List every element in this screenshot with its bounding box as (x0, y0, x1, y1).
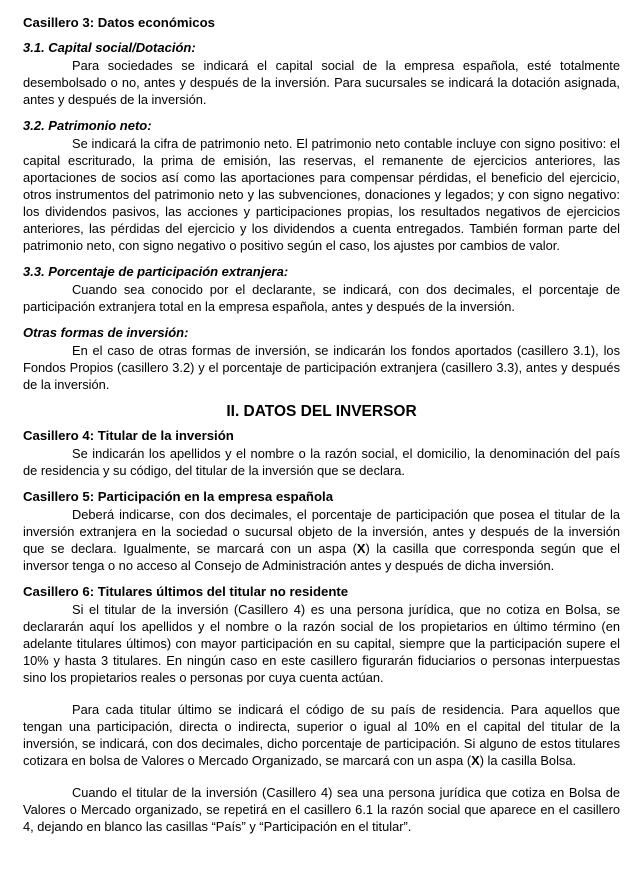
casillero-6-p2-part1: Para cada titular último se indicará el código de su país de residencia. Para aquellos que tengan una participación, directa o indirecta, superior o igual al 10% en el capital del titular de la inversión, se indicará, con dos decimales, dicho porcentaje de participación. Si alguno de estos titulares cotizara en bolsa de Valores o Mercado Organizado, se marcará con un aspa ( (23, 702, 620, 768)
capital-social-title: 3.1. Capital social/Dotación: (23, 40, 196, 55)
casillero-6-paragraph-2 (23, 701, 620, 769)
casillero-6-paragraph-3: Cuando el titular de la inversión (Casillero 4) sea una persona jurídica que cotiza en Bolsa de Valores o Mercado organizado, se repetirá en el casillero 6.1 la razón social que aparece en el casillero 4, dejando en blanco las casillas “País” y “Participación en el titular”. (23, 785, 620, 834)
patrimonio-neto-text: Se indicará la cifra de patrimonio neto. El patrimonio neto contable incluye con signo positivo: el capital escriturado, la prima de emisión, las reservas, el remanente de ejercicios anteriores, las aportaciones de socios así como las aportaciones para compensar pérdidas, el beneficio del ejercicio, otros instrumentos del patrimonio neto y las subvenciones, donaciones y legados; y con signo negativo: los dividendos pasivos, las acciones y participaciones propias, los resultados negativos de ejercicios anteriores, las pérdidas del ejercicio y los dividendos a cuenta entregados. También forman parte del patrimonio neto, con signo negativo o positivo según el caso, los ajustes por cambios de valor. (23, 136, 620, 253)
section-ii-title: II. DATOS DEL INVERSOR (226, 403, 417, 420)
otras-formas-text: En el caso de otras formas de inversión, se indicarán los fondos aportados (casillero 3.1), los Fondos Propios (casillero 3.2) y el porcentaje de participación extranjera (casillero 3.3), antes y después de la inversión. (23, 343, 620, 392)
casillero-6-paragraph-1: Si el titular de la inversión (Casillero 4) es una persona jurídica, que no cotiza en Bolsa, se declararán aquí los apellidos y el nombre o la razón social de los propietarios en último término (en adelante titulares últimos) con mayor participación en su capital, siempre que la participación supere el 10% y hasta 3 titulares. En ningún caso en este casillero figurarán fiduciarios o personas interpuestas sino los propietarios reales o personas por cuya cuenta actúan. (23, 602, 620, 685)
casillero-4-heading: Casillero 4: Titular de la inversión (23, 428, 234, 443)
participacion-extranjera-title: 3.3. Porcentaje de participación extranjera: (23, 264, 289, 279)
patrimonio-neto-title: 3.2. Patrimonio neto: (23, 118, 152, 133)
capital-social-text: Para sociedades se indicará el capital social de la empresa española, esté totalmente desembolsado o no, antes y después de la inversión. Para sucursales se indicará la dotación asignada, antes y después de la inversión. (23, 58, 620, 107)
otras-formas-title: Otras formas de inversión: (23, 325, 189, 340)
participacion-extranjera-text: Cuando sea conocido por el declarante, se indicará, con dos decimales, el porcentaje de participación extranjera total en la empresa española, antes y después de la inversión. (23, 282, 620, 314)
aspa-mark-bolsa: X (471, 753, 480, 768)
casillero-5-text (23, 506, 620, 574)
aspa-mark: X (356, 541, 366, 556)
casillero-5-text-part1: Deberá indicarse, con dos decimales, el porcentaje de participación que posea el titular de la inversión extranjera en la sociedad o sucursal objeto de la inversión, antes y después de la inversión que se declara. Igualmente, se marcará con un aspa ( (23, 507, 620, 556)
casillero-4-text: Se indicarán los apellidos y el nombre o la razón social, el domicilio, la denominación del país de residencia y su código, del titular de la inversión que se declara. (23, 446, 620, 478)
casillero-6-p2-part2: ) la casilla Bolsa. (479, 753, 577, 768)
casillero-5-text-part2: ) la casilla que corresponda según que el inversor tenga o no acceso al Consejo de Administración antes y después de dicha inversión. (23, 541, 620, 573)
casillero-5-heading: Casillero 5: Participación en la empresa española (23, 489, 334, 504)
casillero-3-heading: Casillero 3: Datos económicos (23, 15, 216, 30)
casillero-6-heading: Casillero 6: Titulares últimos del titular no residente (23, 584, 349, 599)
